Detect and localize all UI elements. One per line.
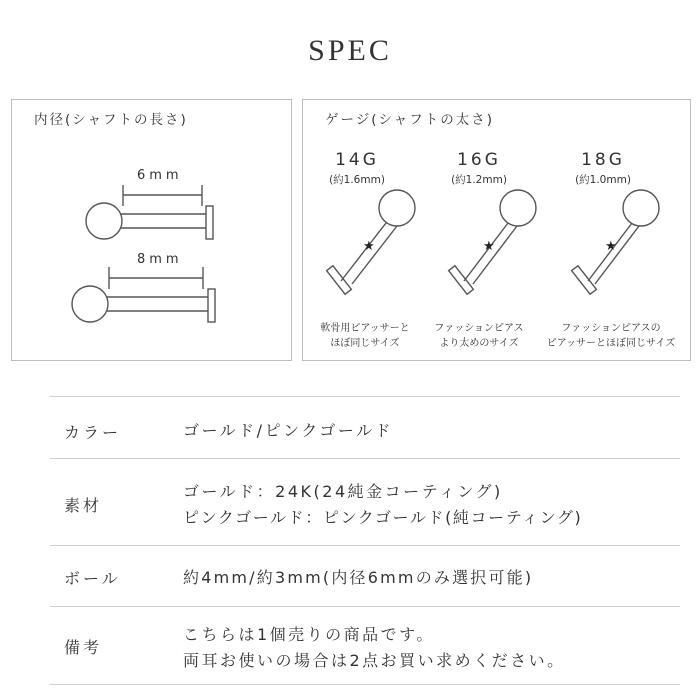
caption-line: 軟骨用ピアッサーと (320, 323, 410, 334)
caption-line: より太めのサイズ (439, 338, 519, 349)
star-icon: ★ (483, 239, 495, 254)
dimension-6mm: 6mm (137, 168, 183, 183)
caption-line: ほぼ同じサイズ (330, 338, 400, 349)
gauge-value: 16G (457, 150, 501, 170)
gauge-value: 14G (335, 150, 379, 170)
gauge-14g (307, 150, 407, 187)
dimension-8mm: 8mm (137, 252, 183, 267)
divider (50, 458, 680, 459)
spec-label-notes: 備考 (64, 638, 103, 657)
spec-label-ball: ボール (64, 569, 121, 588)
divider (50, 396, 680, 397)
ball-8mm-icon (72, 286, 108, 322)
gauge-18g (553, 150, 653, 187)
gauge-16g (429, 150, 529, 187)
spec-label-material: 素材 (64, 496, 103, 515)
gauge-18g-caption (541, 321, 681, 351)
gauge-diameter: (約1.6mm) (329, 174, 385, 186)
spec-value-ball: 約4mm/約3mm(内径6mmのみ選択可能) (183, 568, 534, 587)
spec-value-notes-1: こちらは1個売りの商品です。 (183, 625, 435, 644)
spec-value-material-1: ゴールド：24K(24純金コーティング) (183, 482, 503, 501)
gauge-diameter: (約1.0mm) (575, 174, 631, 186)
star-icon: ★ (363, 239, 375, 254)
gauge-label: ゲージ(シャフトの太さ) (325, 112, 494, 128)
spec-label-color: カラー (64, 423, 122, 442)
divider (50, 606, 680, 607)
shaft-length-label: 内径(シャフトの長さ) (34, 112, 188, 128)
spec-value-color: ゴールド/ピンクゴールド (183, 421, 394, 440)
ball-6mm-icon (86, 203, 122, 239)
page-title: SPEC (308, 34, 392, 67)
star-icon: ★ (605, 239, 617, 254)
divider (50, 545, 680, 546)
divider (50, 684, 680, 685)
caption-line: ピアッサーとほぼ同じサイズ (546, 338, 676, 349)
gauge-16g-caption (409, 321, 549, 351)
gauge-value: 18G (581, 150, 625, 170)
caption-line: ファッションピアス (434, 323, 524, 334)
caption-line: ファッションピアスの (561, 323, 661, 334)
spec-value-notes-2: 両耳お使いの場合は2点お買い求めください。 (183, 651, 566, 670)
spec-value-material-2: ピンクゴールド：ピンクゴールド(純コーティング) (183, 508, 583, 527)
gauge-diameter: (約1.2mm) (451, 174, 507, 186)
